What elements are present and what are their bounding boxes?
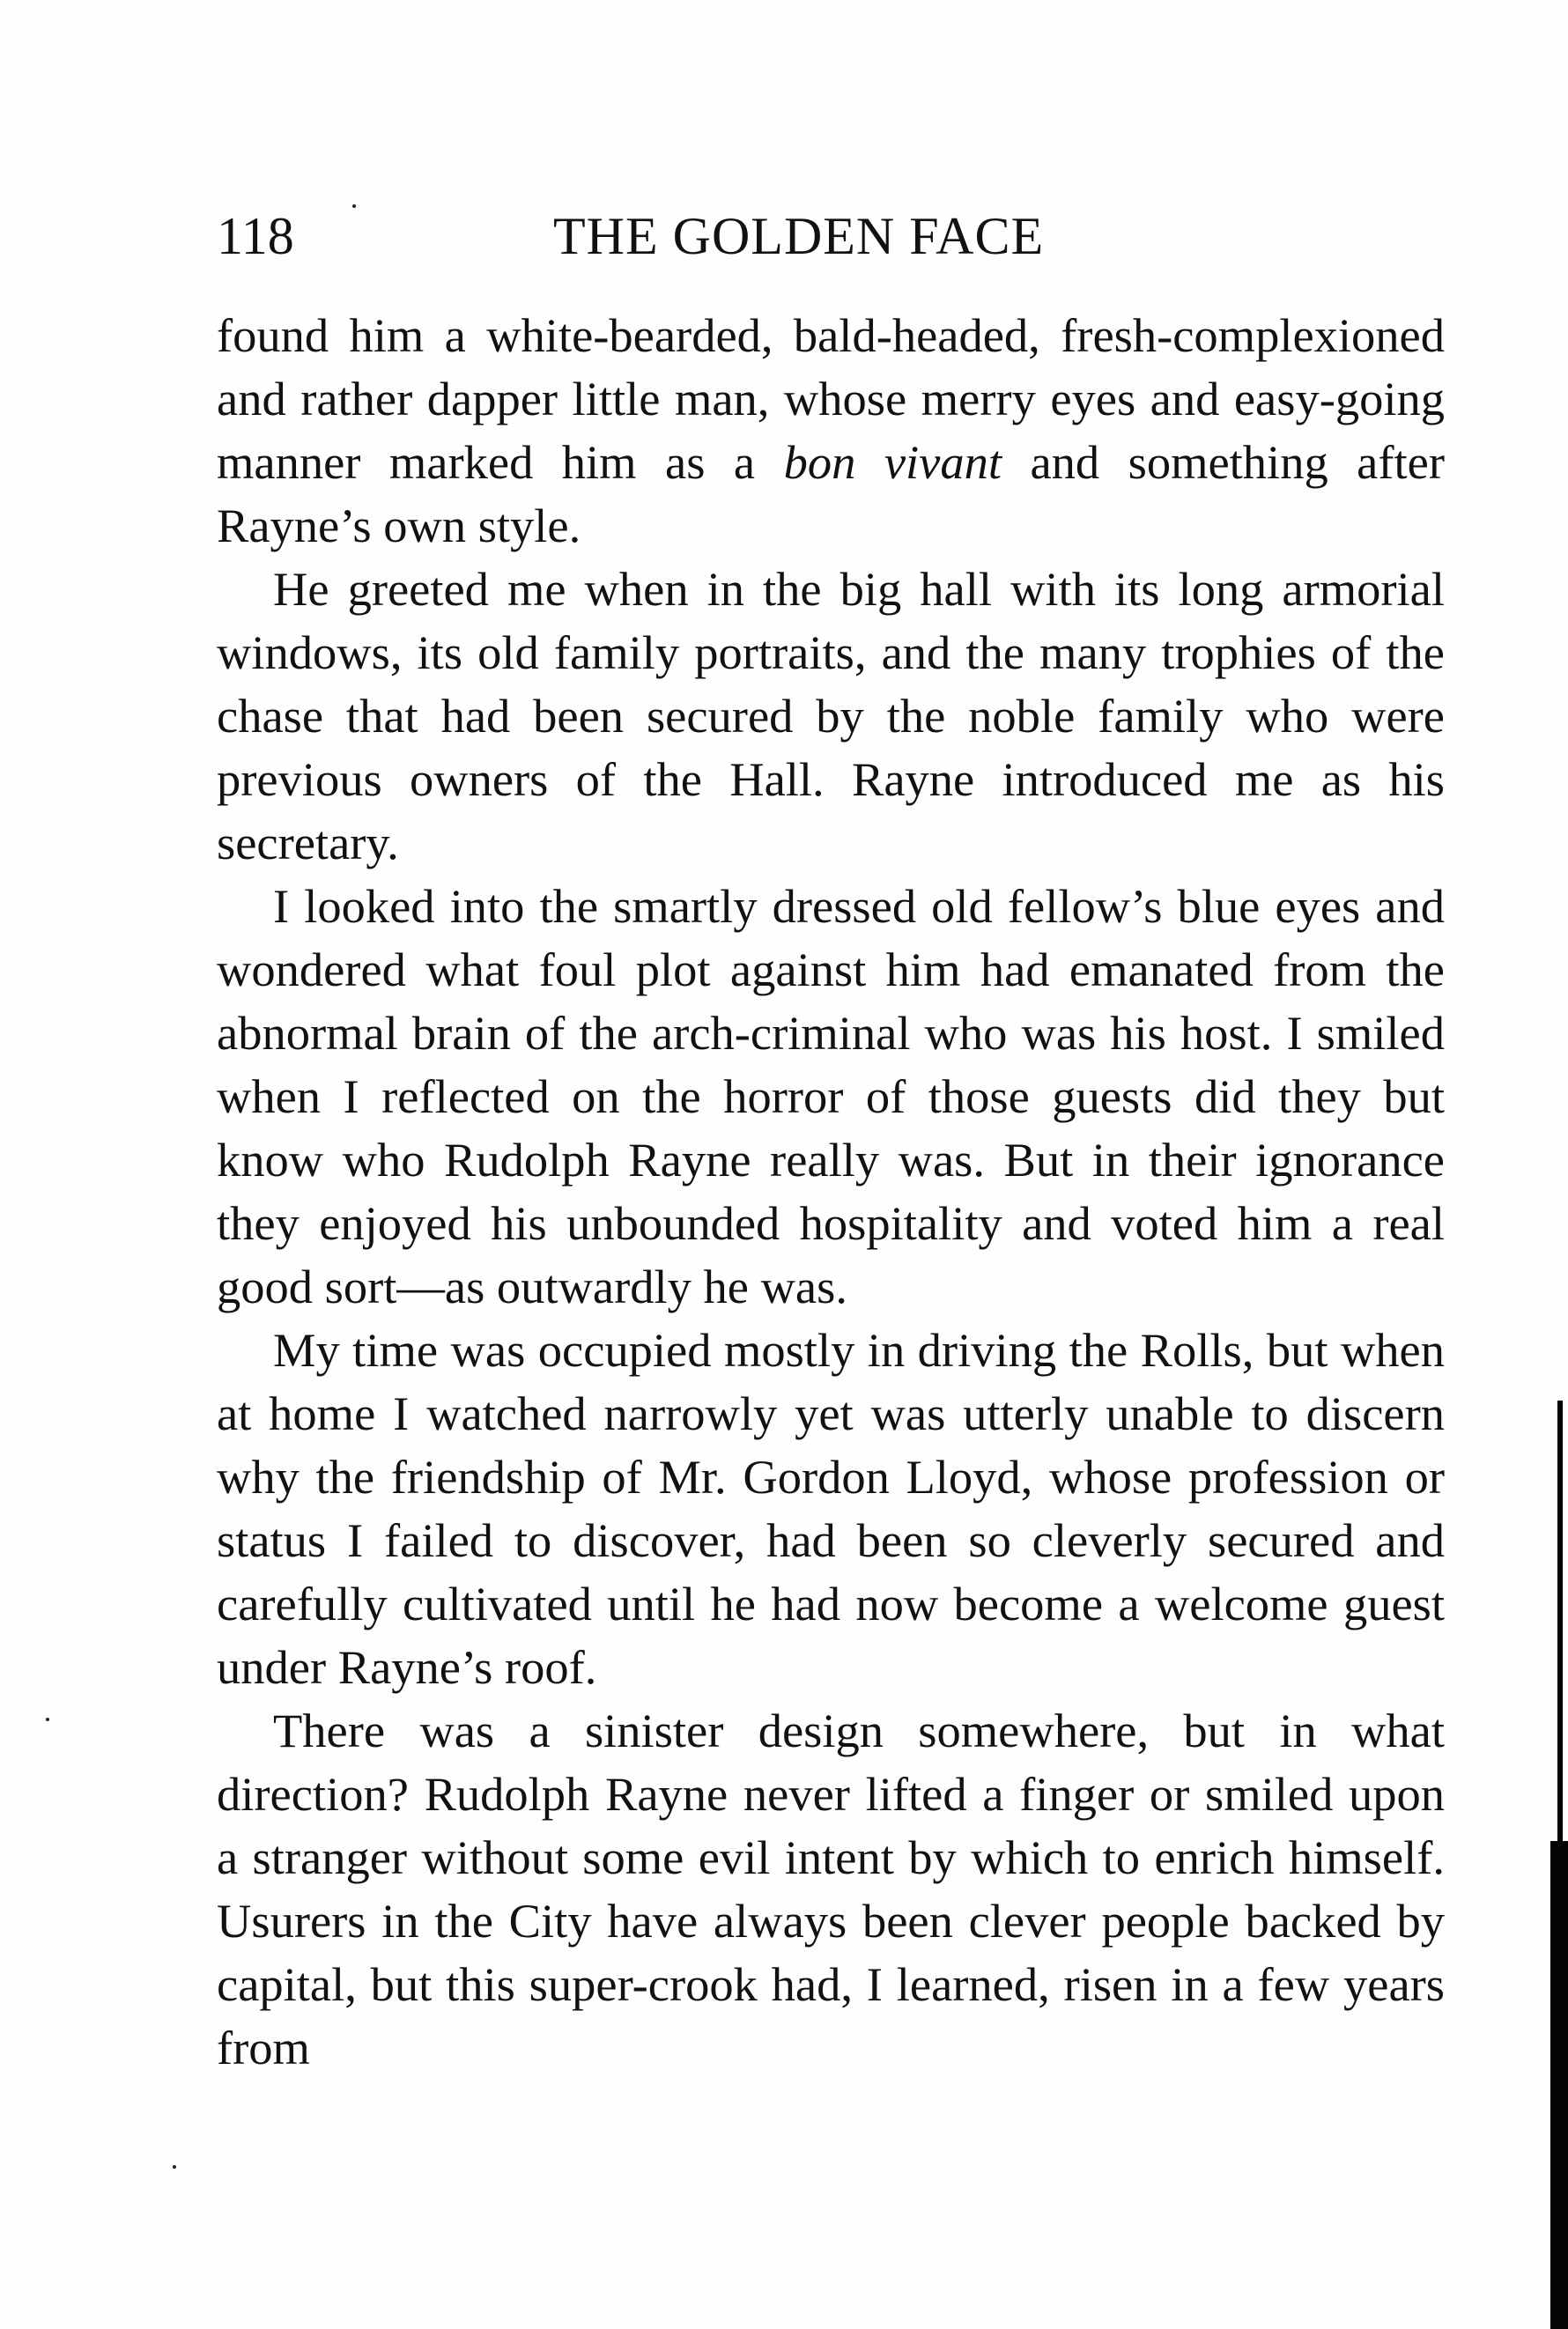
scan-speck <box>46 1718 49 1721</box>
paragraph-1-text-b: and something after Rayne’s own style. <box>217 435 1445 552</box>
paragraph-5: There was a sinister design somewhere, but in what direction? Rudolph Rayne never lifted a finger or smiled upon a stranger without some evil intent by which to enrich himself. Usurers in the City have always been clever people backed by capital, but this super-crook had, I learned, risen in a few years from <box>217 1704 1445 2074</box>
body-text <box>217 304 1445 2080</box>
paragraph-1 <box>217 304 1445 558</box>
page-header <box>217 201 1445 271</box>
paragraph-1-text-a: found him a white-bearded, bald-headed, fresh-complexioned and rather dapper little man, whose merry eyes and easy-going manner marked him as a <box>217 308 1445 489</box>
page-number: 118 <box>217 207 294 265</box>
scan-speck <box>352 204 356 208</box>
running-title: THE GOLDEN FACE <box>553 207 1045 265</box>
paragraph-1-italic: bon vivant <box>783 435 1002 489</box>
scan-speck <box>173 2165 176 2169</box>
paragraph-4: My time was occupied mostly in driving the Rolls, but when at home I watched narrowly yet was utterly unable to discern why the friendship of Mr. Gordon Lloyd, whose profession or status I failed to discover, had been so cleverly secured and carefully cultivated until he had now become a welcome guest under Rayne’s roof. <box>217 1323 1445 1694</box>
paragraph-3: I looked into the smartly dressed old fellow’s blue eyes and wondered what foul plot against him had emanated from the abnormal brain of the arch-criminal who was his host. I smiled when I reflected on the horror of those guests did they but know who Rudolph Rayne really was. But in their ignorance they enjoyed his unbounded hospitality and voted him a real good sort—as outwardly he was. <box>217 879 1445 1313</box>
paragraph-2: He greeted me when in the big hall with its long armorial windows, its old family portraits, and the many trophies of the chase that had been secured by the noble family who were previous owners of the Hall. Rayne introduced me as his secretary. <box>217 562 1445 869</box>
scan-edge-shadow-lower <box>1550 1841 1568 2329</box>
